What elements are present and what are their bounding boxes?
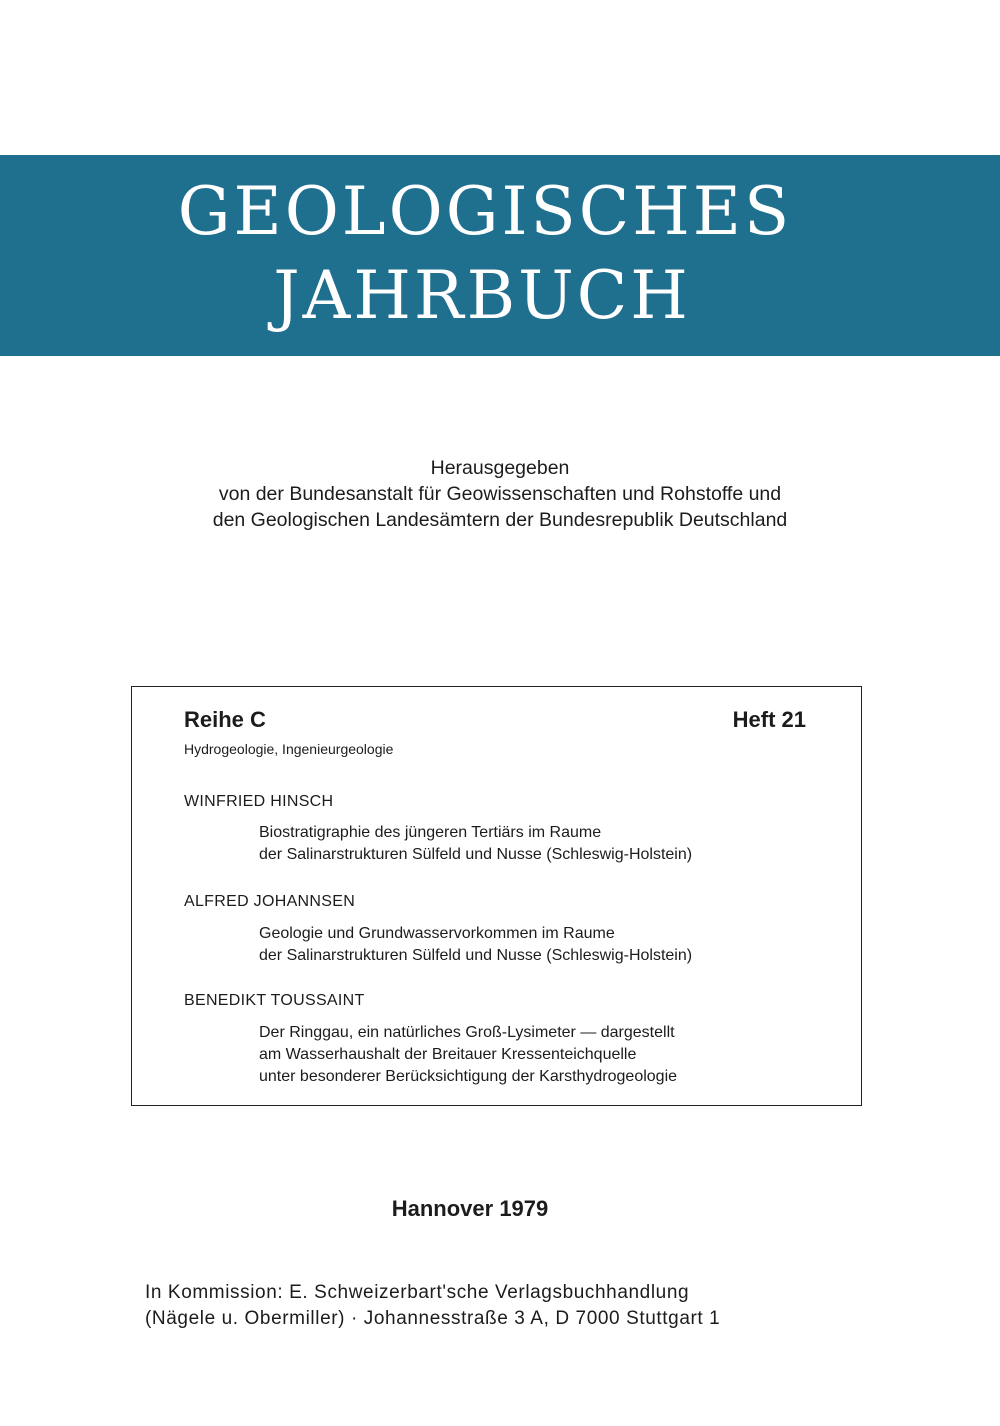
commission-line: (Nägele u. Obermiller) · Johannesstraße 3 A, D 7000 Stuttgart 1 <box>145 1308 721 1329</box>
article-title <box>259 1022 677 1088</box>
publisher-line: Herausgegeben <box>430 457 570 479</box>
article-author: BENEDIKT TOUSSAINT <box>184 992 365 1009</box>
commission-line: In Kommission: E. Schweizerbart'sche Verlagsbuchhandlung <box>145 1282 690 1303</box>
place-year: Hannover 1979 <box>391 1196 549 1221</box>
article-title-line: unter besonderer Berücksichtigung der Karsthydrogeologie <box>259 1068 678 1085</box>
series-subtitle: Hydrogeologie, Ingenieurgeologie <box>184 741 394 757</box>
title-band <box>0 155 1000 356</box>
article-title <box>259 923 692 967</box>
journal-title-line-1: GEOLOGISCHES <box>177 173 793 250</box>
article-title-line: am Wasserhaushalt der Breitauer Kressenteichquelle <box>259 1046 637 1063</box>
article-title-line: der Salinarstrukturen Sülfeld und Nusse (Schleswig-Holstein) <box>259 947 693 964</box>
commission-statement <box>145 1280 720 1332</box>
contents-box <box>131 686 862 1106</box>
article-title-line: Biostratigraphie des jüngeren Tertiärs im Raume <box>259 824 602 841</box>
article-author: WINFRIED HINSCH <box>184 793 334 810</box>
article-title-line: Geologie und Grundwasservorkommen im Raume <box>259 925 615 942</box>
publisher-statement <box>0 455 1000 533</box>
publisher-line: von der Bundesanstalt für Geowissenschaften und Rohstoffe und <box>218 483 782 505</box>
article-title <box>259 822 692 866</box>
journal-title-line-2: JAHRBUCH <box>273 257 691 334</box>
article-author: ALFRED JOHANNSEN <box>184 893 356 910</box>
publisher-line: den Geologischen Landesämtern der Bundesrepublik Deutschland <box>212 509 788 531</box>
issue-number: Heft 21 <box>732 707 806 732</box>
article-title-line: Der Ringgau, ein natürliches Groß-Lysimeter — dargestellt <box>259 1024 675 1041</box>
series-name: Reihe C <box>184 707 266 732</box>
article-title-line: der Salinarstrukturen Sülfeld und Nusse (Schleswig-Holstein) <box>259 846 693 863</box>
